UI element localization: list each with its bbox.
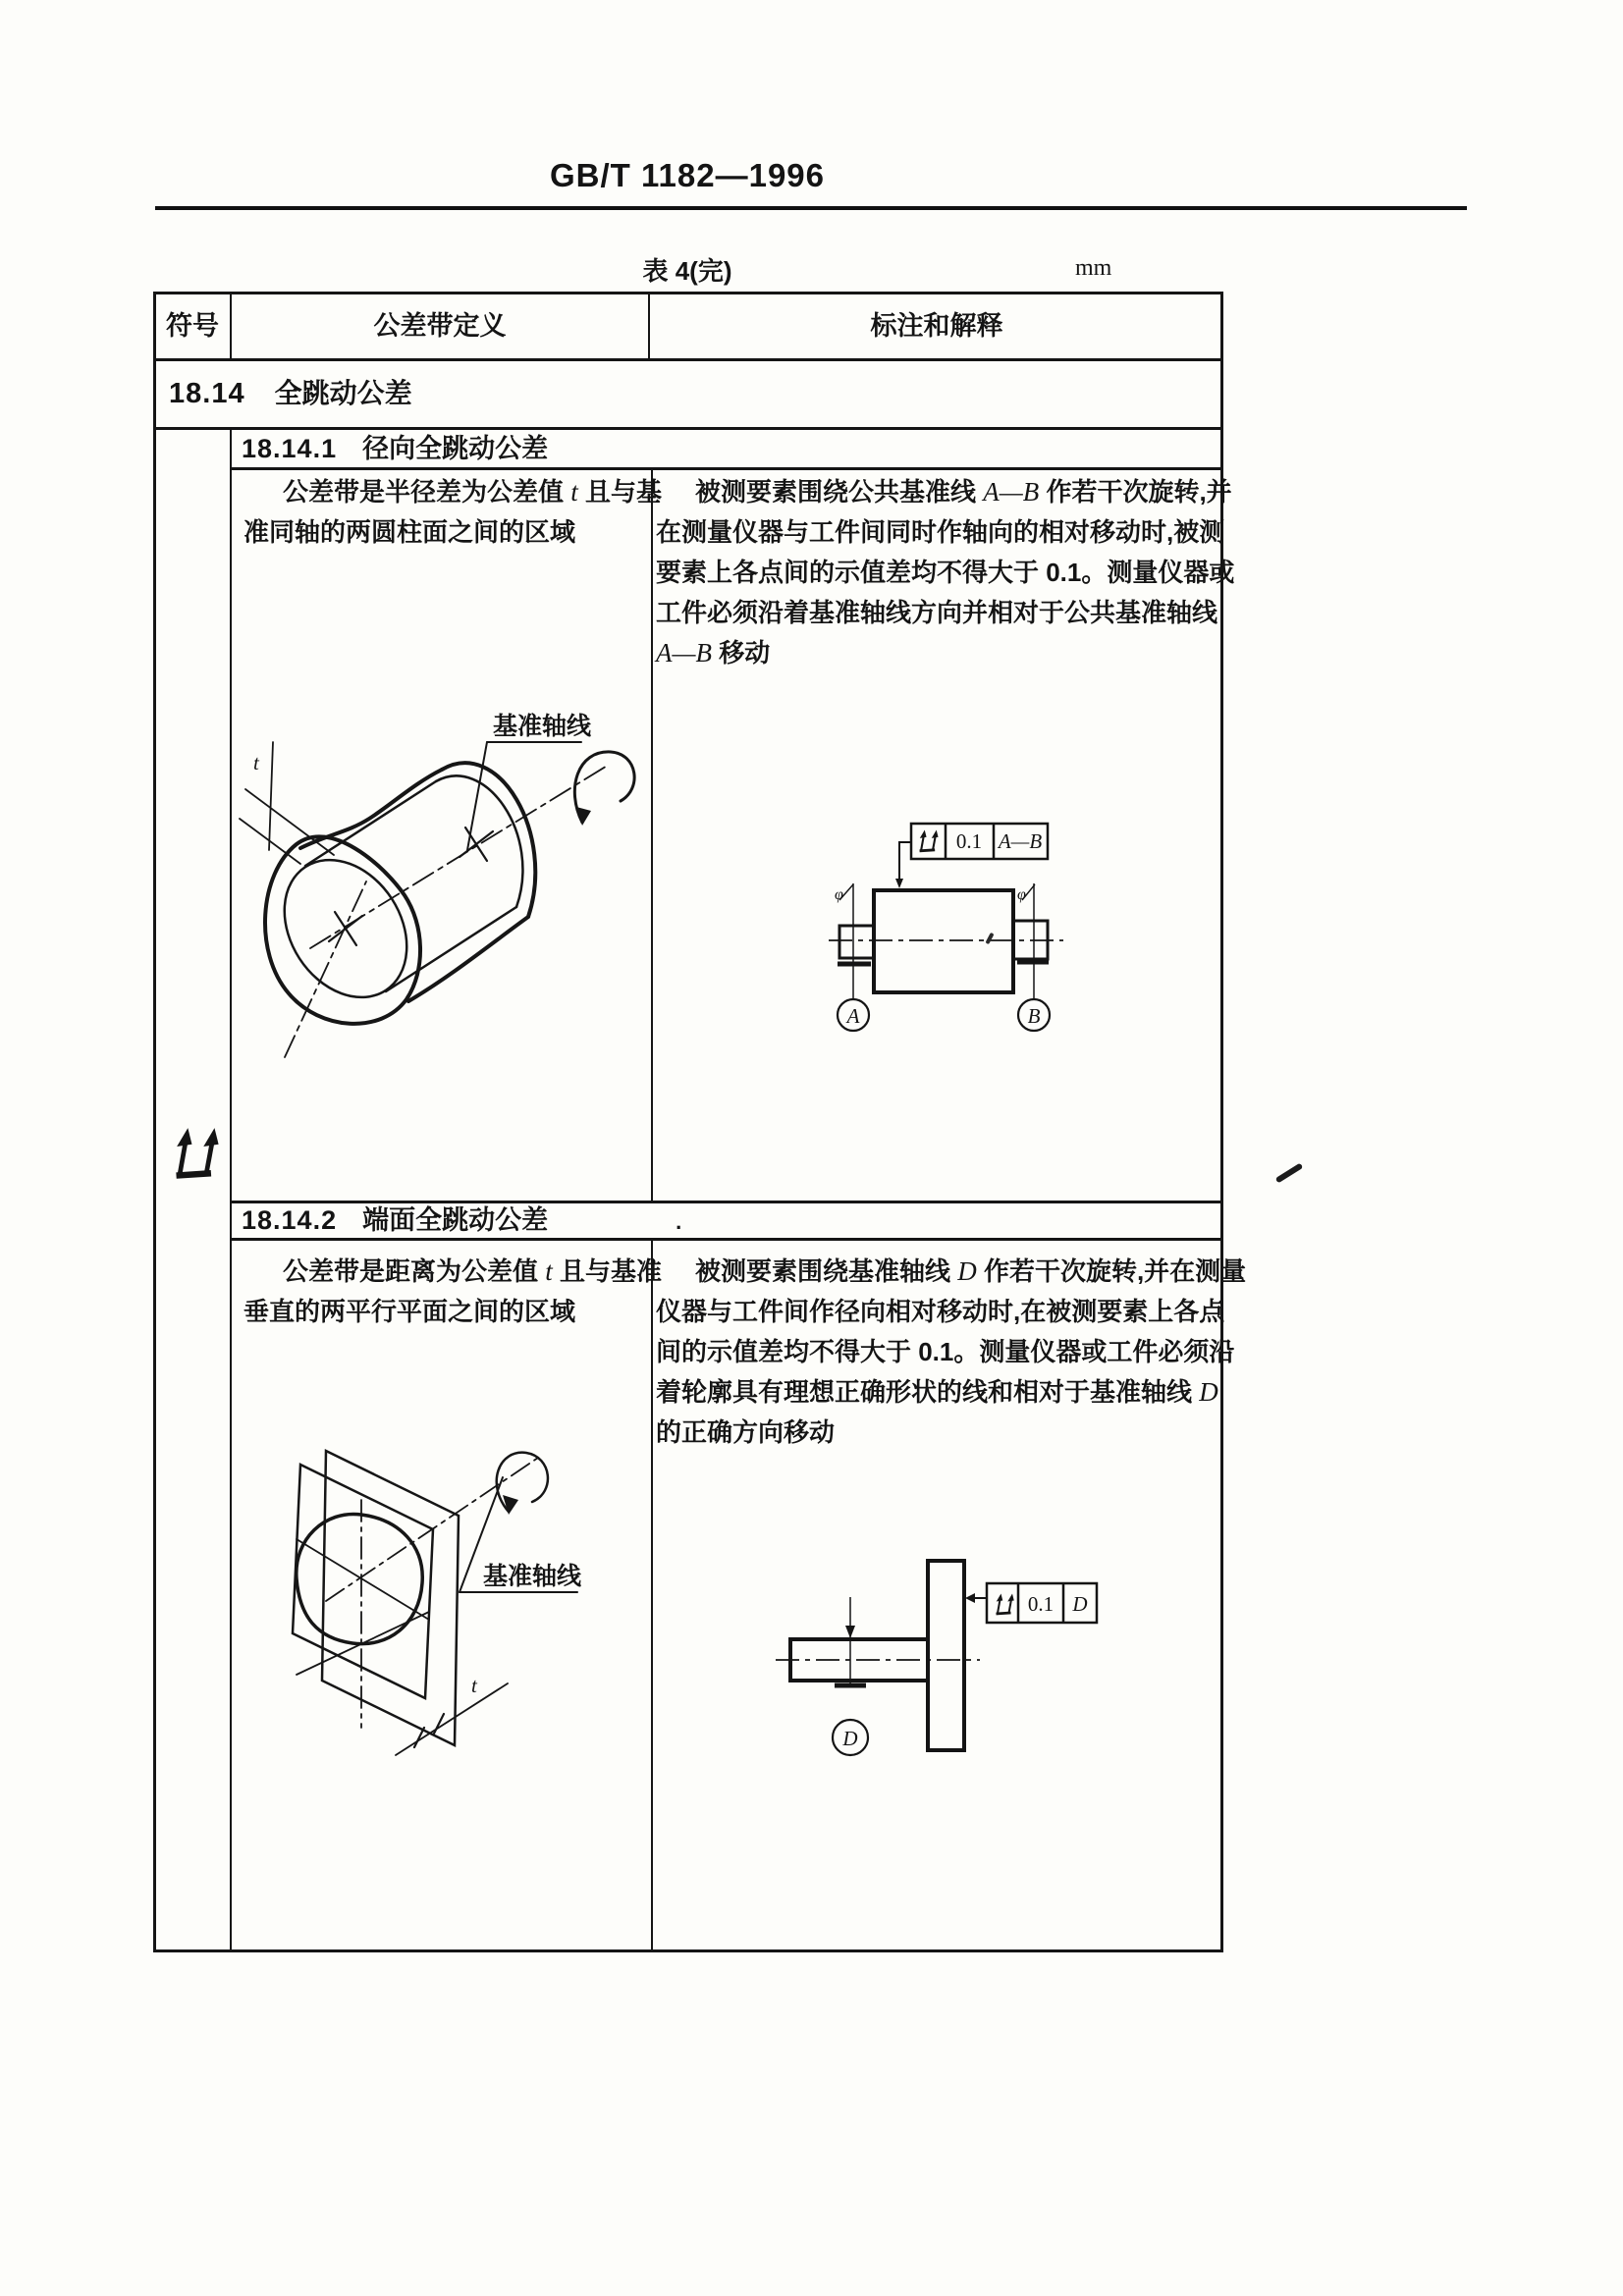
stray-dot: . [676,1209,682,1234]
t-label: t [253,751,259,774]
sub1-number: 18.14.1 [242,434,338,463]
sub1-definition-diagram [232,587,644,1122]
explanation-line: 在测量仪器与工件间同时作轴向的相对移动时,被测 [656,517,1225,547]
explanation-line: 被测要素围绕基准轴线 D 作若干次旋转,并在测量 [695,1256,1247,1286]
section-number: 18.14 [169,378,245,409]
definition-line: 公差带是半径差为公差值 t 且与基 [283,477,662,507]
phi-label: φ [835,886,843,903]
col-header-definition: 公差带定义 [373,311,507,341]
phi-label: φ [1017,886,1026,903]
datum-circle-b-label: B [1027,1004,1041,1028]
mid-col-line-sub1 [651,469,653,1202]
datum-axis-label: 基准轴线 [483,1563,582,1590]
section-row [153,361,1223,426]
t-label: t [471,1674,477,1697]
col-header-annotation: 标注和解释 [870,311,1003,341]
sub2-number: 18.14.2 [242,1205,338,1235]
explanation-line: 间的示值差均不得大于 0.1。测量仪器或工件必须沿 [656,1337,1235,1366]
definition-line: 公差带是距离为公差值 t 且与基准 [283,1256,662,1286]
explanation-line: 要素上各点间的示值差均不得大于 0.1。测量仪器或 [656,558,1235,587]
sub1-definition [243,472,662,553]
doc-number: GB/T 1182—1996 [550,157,825,193]
sub1-title: 径向全跳动公差 [362,434,549,463]
sub1-annotation-diagram [825,818,1070,1058]
tolerance-value: 0.1 [1027,1592,1055,1616]
explanation-line: A—B 移动 [656,638,771,667]
sub2-definition-diagram [232,1402,644,1794]
sub1-heading [242,429,548,468]
unit-label: mm [1075,255,1112,281]
explanation-line: 仪器与工件间作径向相对移动时,在被测要素上各点 [656,1297,1225,1326]
datum-ref-label: A—B [998,829,1043,853]
datum-ref-label: D [1072,1592,1088,1616]
sub2-definition [243,1252,662,1332]
definition-line: 准同轴的两圆柱面之间的区域 [243,517,576,547]
datum-axis-label: 基准轴线 [493,713,592,740]
sub2-heading [242,1201,681,1239]
table-caption: 表 4(完) [642,256,732,286]
mid-col-line-sub2 [651,1240,653,1952]
tolerance-value: 0.1 [955,829,983,853]
sub2-explanation [656,1252,1246,1453]
explanation-line: 着轮廓具有理想正确形状的线和相对于基准轴线 D [656,1377,1218,1407]
section-title: 全跳动公差 [274,378,412,408]
col-header-symbol: 符号 [166,311,219,341]
explanation-line: 工件必须沿着基准轴线方向并相对于公共基准轴线 [656,598,1218,627]
definition-line: 垂直的两平行平面之间的区域 [243,1297,576,1326]
explanation-line: 被测要素围绕公共基准线 A—B 作若干次旋转,并 [695,477,1232,507]
sub1-explanation [656,472,1234,673]
sub2-annotation-diagram [766,1549,1109,1780]
total-runout-icon [165,1121,224,1186]
explanation-line: 的正确方向移动 [656,1417,836,1447]
header-rule [155,206,1467,210]
datum-circle-a-label: A [846,1004,860,1028]
pen-mark [1275,1163,1304,1184]
sub2-title: 端面全跳动公差 [362,1205,549,1235]
datum-circle-d-label: D [842,1727,858,1750]
